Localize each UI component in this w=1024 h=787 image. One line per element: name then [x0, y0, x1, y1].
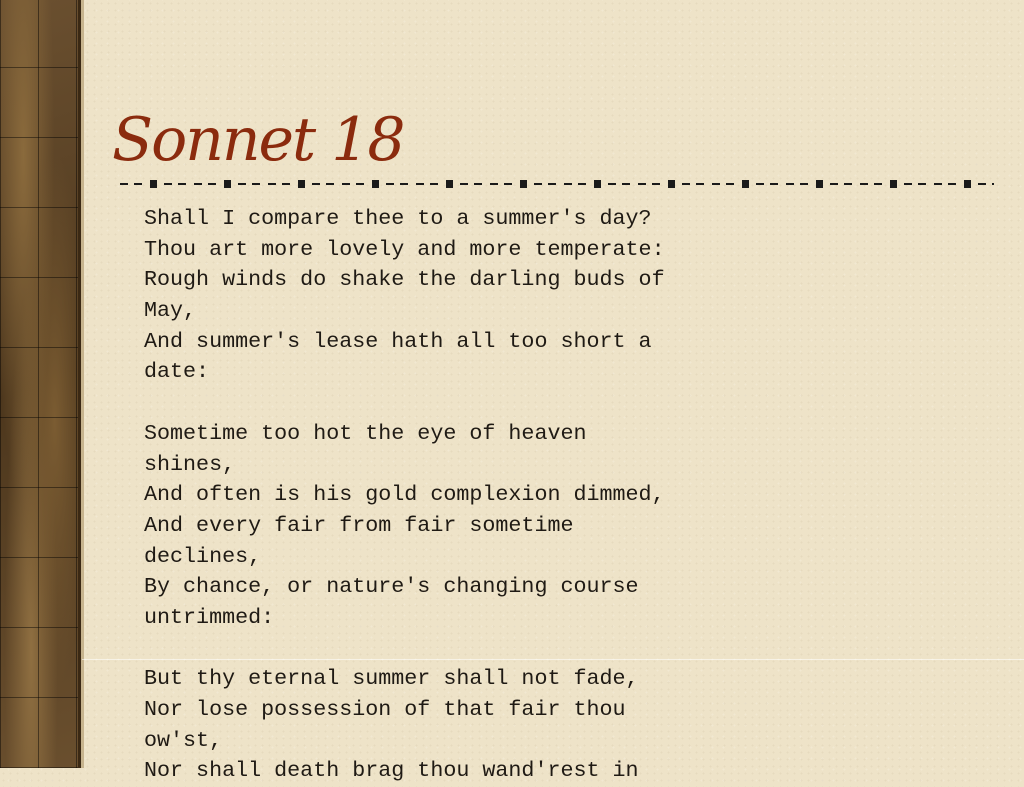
divider-dot: [594, 180, 601, 188]
background-rule: [82, 659, 1024, 660]
divider-dot: [816, 180, 823, 188]
poem-line: By chance, or nature's changing course: [144, 574, 639, 600]
divider-dot: [298, 180, 305, 188]
divider-dot: [964, 180, 971, 188]
poem-line: Nor lose possession of that fair thou: [144, 697, 626, 722]
divider-dot: [372, 180, 379, 188]
divider-dot: [520, 180, 527, 188]
divider-dot: [890, 180, 897, 188]
divider-dot: [668, 180, 675, 188]
poem-line: And every fair from fair sometime: [144, 512, 574, 538]
poem-line: declines,: [144, 543, 262, 569]
poem-line: untrimmed:: [144, 604, 275, 630]
poem-line: shines,: [144, 451, 236, 477]
slide-title: Sonnet 18: [112, 105, 404, 175]
decorative-sidebar: [0, 0, 81, 768]
stanza-break: [144, 388, 784, 419]
dashed-divider: [118, 177, 994, 191]
poem-line: date:: [144, 359, 210, 385]
poem-line: Shall I compare thee to a summer's day?: [144, 206, 652, 231]
poem-line: But thy eternal summer shall not fade,: [144, 666, 639, 692]
divider-dot: [446, 180, 453, 188]
poem-line: ow'st,: [144, 727, 223, 753]
divider-dot: [742, 180, 749, 188]
poem-line: And summer's lease hath all too short a: [144, 328, 652, 354]
poem-line: Sometime too hot the eye of heaven: [144, 420, 587, 446]
poem-line: And often is his gold complexion dimmed,: [144, 482, 665, 508]
poem-line: May,: [144, 298, 197, 324]
poem-text: [144, 204, 784, 787]
poem-line: Rough winds do shake the darling buds of: [144, 267, 665, 293]
poem-line: Nor shall death brag thou wand'rest in: [144, 758, 639, 784]
poem-line: Thou art more lovely and more temperate:: [144, 236, 665, 262]
divider-dot: [150, 180, 157, 188]
divider-dot: [224, 180, 231, 188]
